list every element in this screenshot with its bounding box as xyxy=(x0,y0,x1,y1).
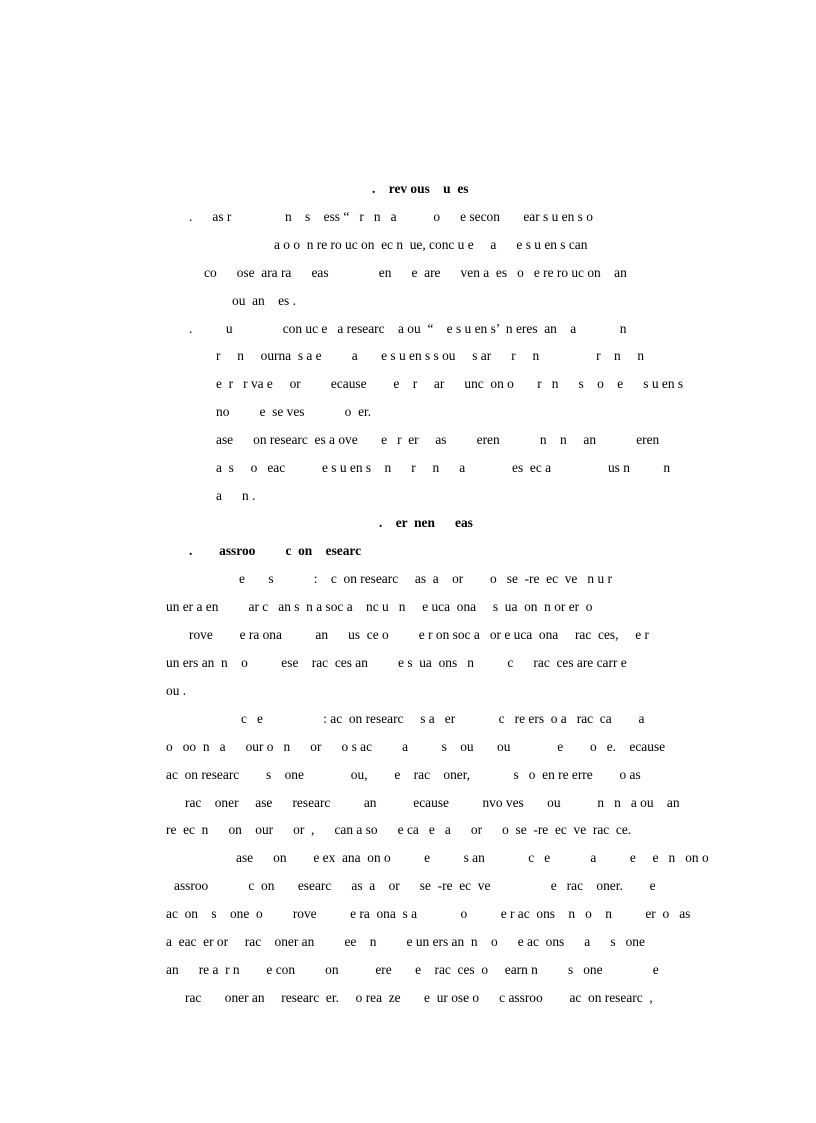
item-2-line-7: a n . xyxy=(216,488,256,503)
para-1-line-1: e s : c on researc as a or o se -re ec ve n u r xyxy=(239,571,612,586)
section-heading-pertinent-ideas: . er nen eas xyxy=(379,515,473,530)
para-3-line-2: assroo c on esearc as a or se -re ec ve e rac oner. e xyxy=(174,878,656,893)
para-1-line-5: ou . xyxy=(166,683,187,698)
item-1-line-1: . as r n s ess “ r n a o e secon ear s u en s o xyxy=(189,209,593,224)
para-2-line-5: re ec n on our or , can a so e ca e a or o se -re ec ve rac ce. xyxy=(166,822,632,837)
item-1-line-4: ou an es . xyxy=(232,293,296,308)
para-3-line-3: ac on s one o rove e ra ona s a o e r ac ons n o n er o as xyxy=(166,906,691,921)
para-2-line-4: rac oner ase researc an ecause nvo ves ou n n a ou an xyxy=(185,795,680,810)
para-1-line-2: un er a en ar c an s n a soc a nc u n e uca ona s ua on n or er o xyxy=(166,599,593,614)
sub-heading-classroom-action-research: . assroo c on esearc xyxy=(189,543,362,558)
item-2-line-6: a s o eac e s u en s n r n a es ec a us n n xyxy=(216,460,671,475)
item-1-line-3: co ose ara ra eas en e are ven a es o e re ro uc on an xyxy=(204,265,627,280)
item-2-line-2: r n ourna s a e a e s u en s s ou s ar r n r n n xyxy=(216,348,645,363)
para-2-line-3: ac on researc s one ou, e rac oner, s o en re erre o as xyxy=(166,767,641,782)
item-1-line-2: a o o n re ro uc on ec n ue, conc u e a e s u en s can xyxy=(274,237,588,252)
para-1-line-3: rove e ra ona an us ce o e r on soc a or e uca ona rac ces, e r xyxy=(189,627,649,642)
para-2-line-2: o oo n a our o n or o s ac a s ou ou e o e. ecause xyxy=(166,739,666,754)
para-1-line-4: un ers an n o ese rac ces an e s ua ons n c rac ces are carr e xyxy=(166,655,627,670)
para-3-line-4: a eac er or rac oner an ee n e un ers an n o e ac ons a s one xyxy=(166,934,645,949)
para-3-line-6: rac oner an researc er. o rea ze e ur ose o c assroo ac on researc , xyxy=(185,990,653,1005)
item-2-line-4: no e se ves o er. xyxy=(216,404,372,419)
section-heading-previous-studies: . rev ous u es xyxy=(372,181,469,196)
item-2-line-1: . u con uc e a researc a ou “ e s u en s’ n eres an a n xyxy=(189,321,627,336)
item-2-line-5: ase on researc es a ove e r er as eren n n an eren xyxy=(216,432,660,447)
para-2-line-1: c e : ac on researc s a er c re ers o a rac ca a xyxy=(241,711,645,726)
para-3-line-1: ase on e ex ana on o e s an c e a e e n on o xyxy=(236,850,709,865)
item-2-line-3: e r r va e or ecause e r ar unc on o r n s o e s u en s xyxy=(216,376,684,391)
para-3-line-5: an re a r n e con on ere e rac ces o earn n s one e xyxy=(166,962,659,977)
